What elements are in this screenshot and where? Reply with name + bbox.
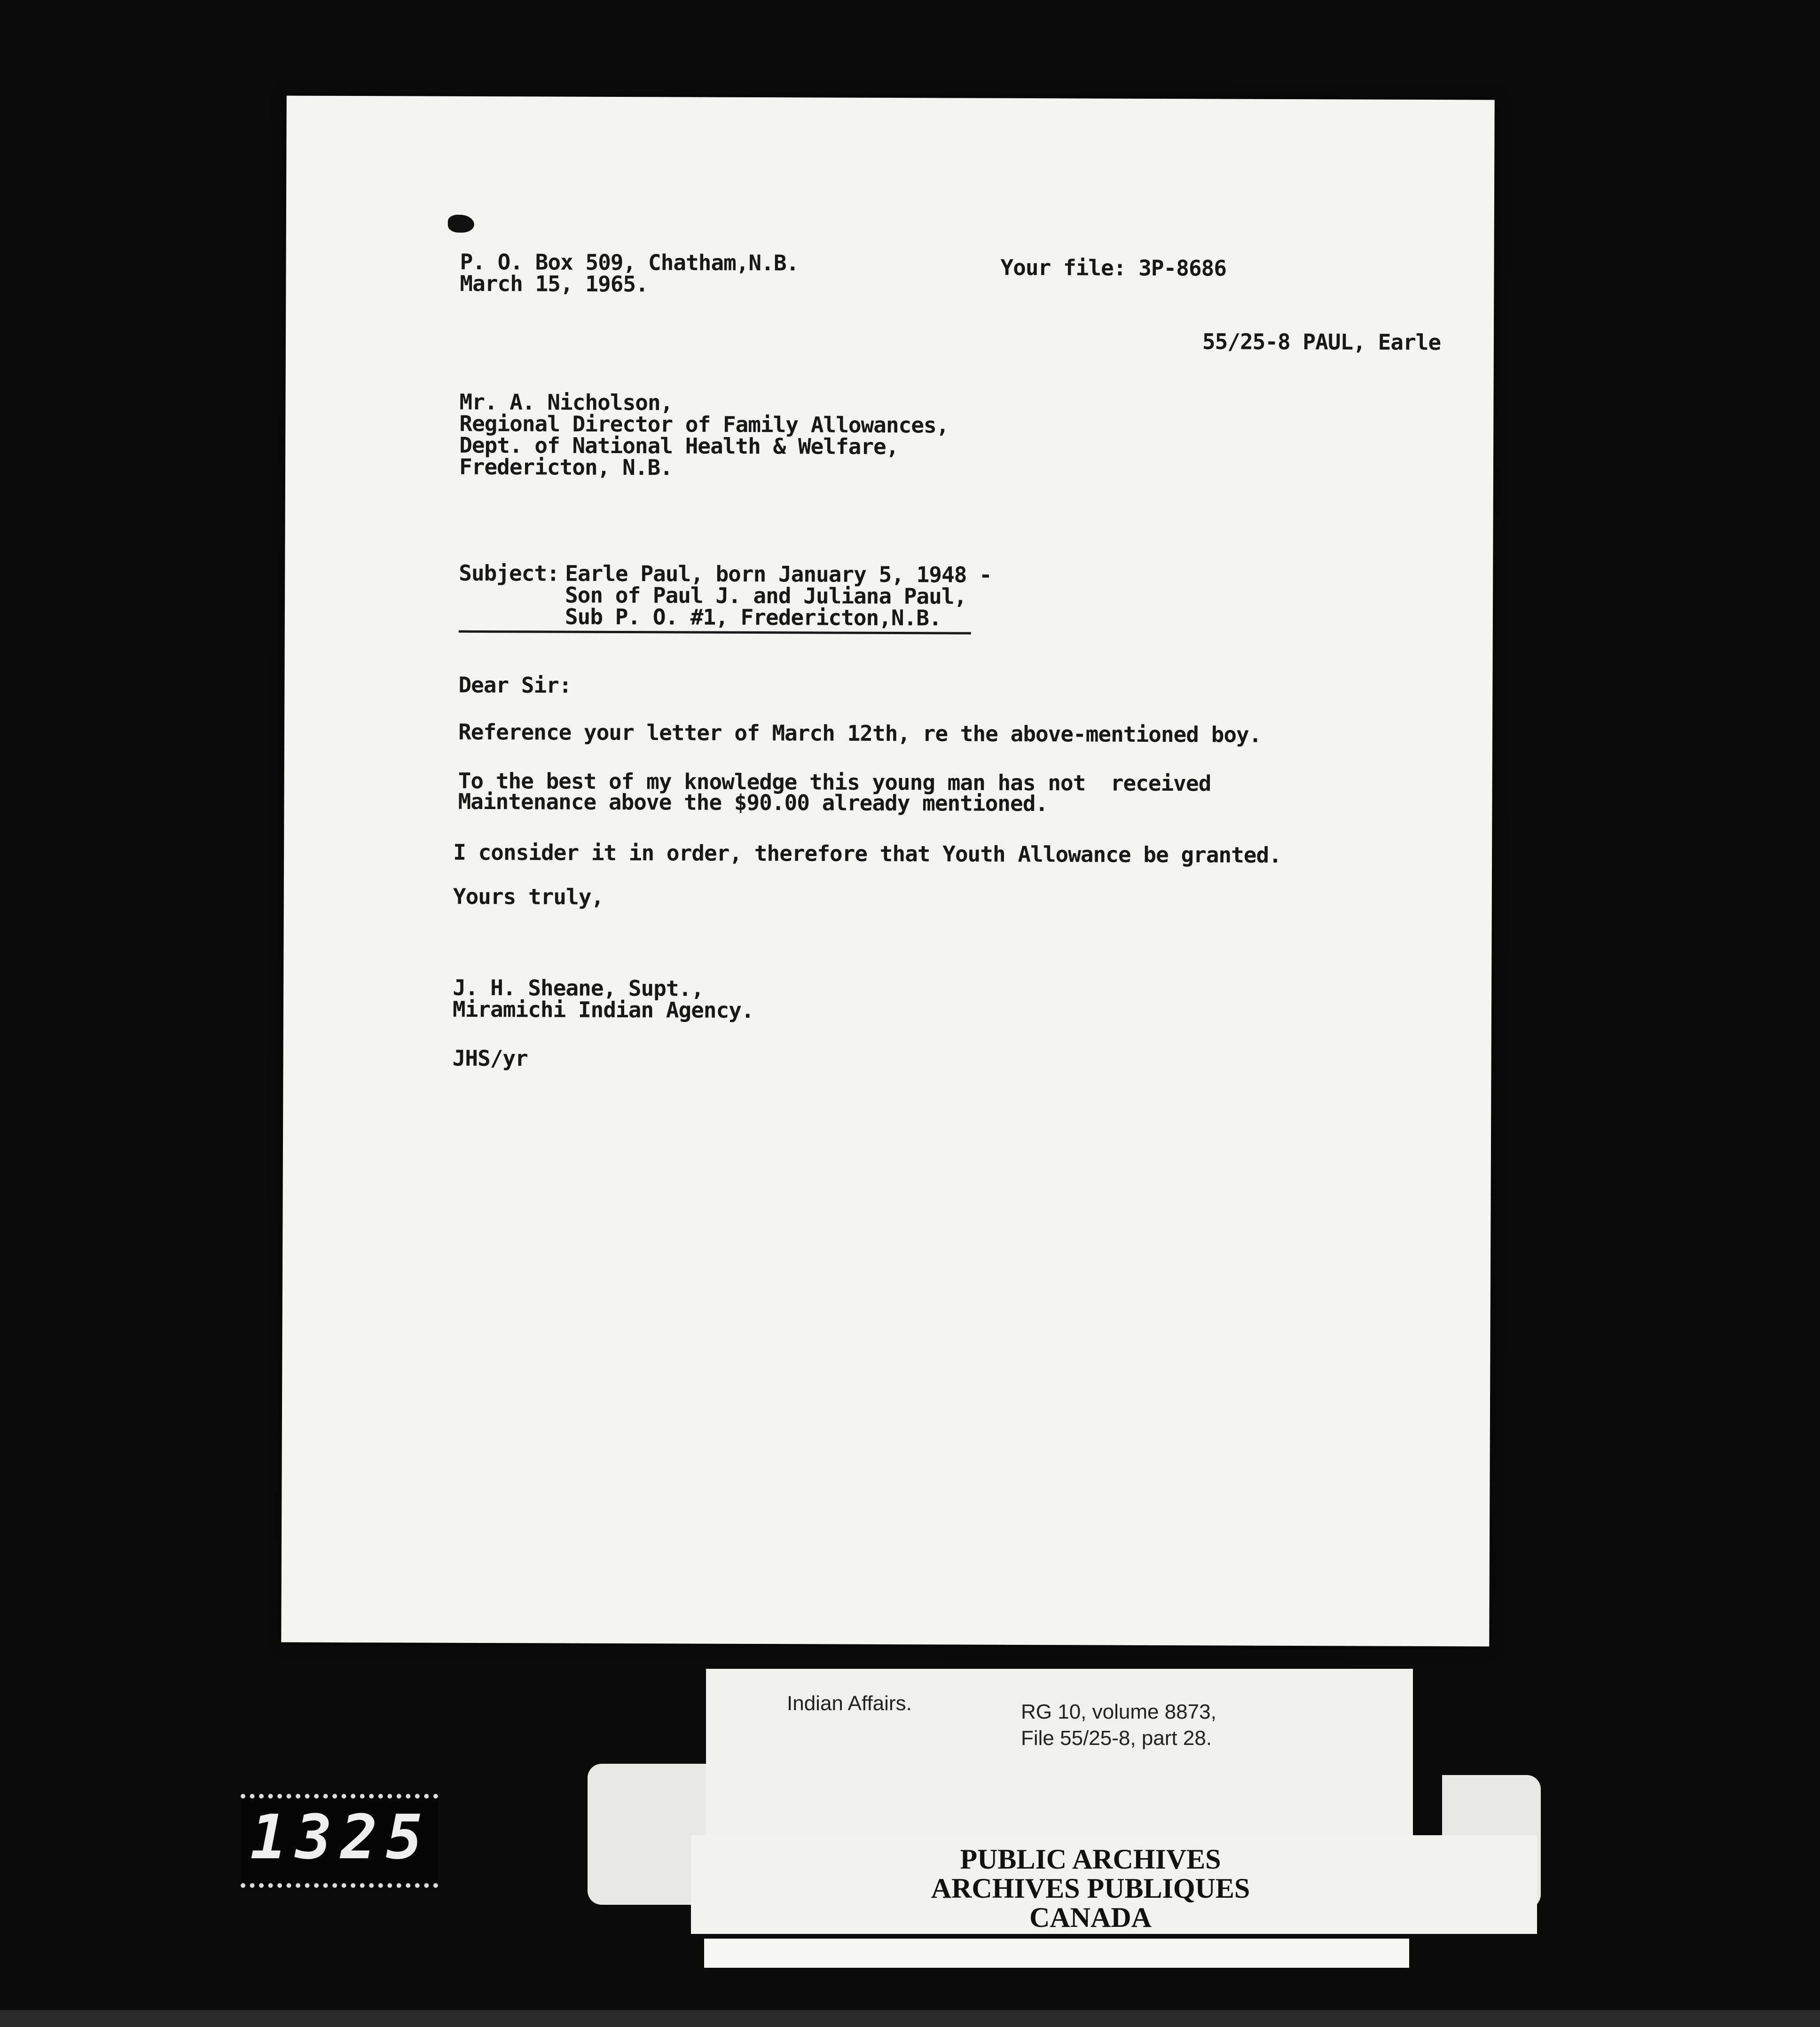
your-file-reference: Your file: 3P-8686 [1000,254,1227,281]
stamp-line: ARCHIVES PUBLIQUES [931,1873,1250,1904]
subject-line: Earle Paul, born January 5, 1948 - [565,560,992,588]
salutation: Dear Sir: [458,672,572,698]
stamp-line: CANADA [1029,1902,1152,1933]
label-base [704,1939,1409,1968]
letter-page [281,96,1494,1647]
ink-blot [448,215,474,233]
subject-label: Subject: [459,560,559,586]
letter-date: March 15, 1965. [460,270,648,297]
recipient-line: Dept. of National Health & Welfare, [459,432,899,460]
sender-address: P. O. Box 509, Chatham,N.B. [460,249,799,276]
paragraph: Reference your letter of March 12th, re the above-mentioned boy. [458,719,1262,747]
subject-line: Sub P. O. #1, Fredericton,N.B. [565,604,941,631]
file-reference: 55/25-8 PAUL, Earle [1202,329,1441,355]
department-label: Indian Affairs. [787,1692,912,1715]
recipient-line: Mr. A. Nicholson, [459,389,673,416]
reference-line: File 55/25-8, part 28. [1021,1727,1212,1750]
frame-number: 1325 [250,1801,431,1873]
closing: Yours truly, [453,883,604,910]
paragraph: I consider it in order, therefore that Youth Allowance be granted. [453,839,1282,868]
subject-line: Son of Paul J. and Juliana Paul, [565,582,967,609]
film-edge [0,2010,1820,2027]
archives-stamp [799,1845,1382,1932]
recipient-line: Regional Director of Family Allowances, [459,410,949,438]
paragraph: To the best of my knowledge this young man has not received Maintenance above the $90.00 already mentioned. [458,768,1211,817]
signature-line: J. H. Sheane, Supt., [453,974,704,1001]
typist-initials: JHS/yr [452,1045,528,1071]
subject-underline [459,630,971,635]
stamp-line: PUBLIC ARCHIVES [960,1844,1221,1875]
reference-line: RG 10, volume 8873, [1021,1700,1216,1723]
recipient-line: Fredericton, N.B. [459,454,673,480]
signature-line: Miramichi Indian Agency. [452,996,754,1023]
